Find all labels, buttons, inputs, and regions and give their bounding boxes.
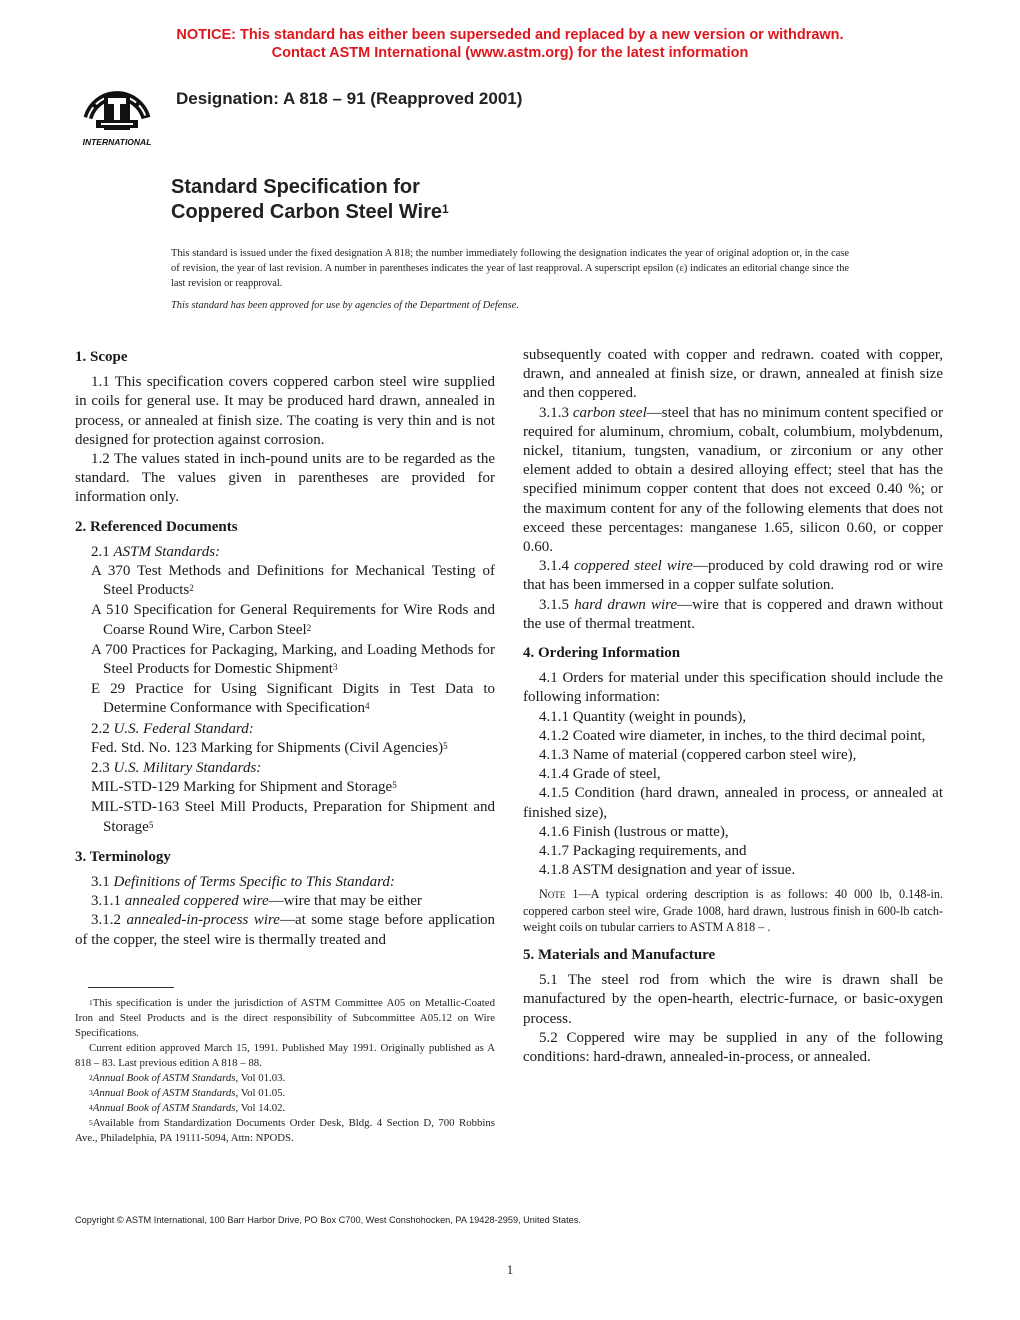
military-standards-label: [75, 759, 495, 778]
order-item-7: 4.1.7 Packaging requirements, and: [539, 843, 747, 860]
para-3-1-3-num: 3.1.3: [539, 404, 573, 421]
heading-scope: 1. Scope: [75, 349, 128, 365]
note-1-text: —A typical ordering description is as follows: 40 000 lb, 0.148-in. coppered carbon steel wire, Grade 1008, hard drawn, lustrous finish in 600-lb catch-weight coils on tubular carriers to ASTM A 818 – .: [523, 887, 944, 935]
ref-a370-text: A 370 Test Methods and Definitions for Mechanical Testing of Steel Products: [91, 563, 495, 599]
ref-e29: [75, 680, 495, 718]
military-standards-title: U.S. Military Standards:: [113, 760, 262, 777]
order-item-1: 4.1.1 Quantity (weight in pounds),: [539, 708, 747, 725]
note-1-label: Note 1: [539, 887, 579, 902]
footnote-3-book: Annual Book of ASTM Standards: [92, 1087, 236, 1099]
note-1: [523, 886, 943, 936]
ref-a510: [75, 601, 495, 639]
notice-line-1: NOTICE: This standard has either been superseded and replaced by a new version or withdrawn.: [176, 27, 844, 43]
ref-e29-fn: 4: [365, 701, 370, 712]
ref-fed-123: [75, 739, 495, 758]
ref-mil-163-fn: 5: [148, 819, 154, 830]
para-3-1-5: [523, 596, 943, 634]
federal-standard-label: [75, 720, 495, 739]
title-line-2-text: Coppered Carbon Steel Wire: [171, 201, 442, 223]
order-item-5: 4.1.5 Condition (hard drawn, annealed in process, or annealed at finished size),: [523, 785, 943, 821]
footnote-3-vol: , Vol 01.05.: [235, 1087, 286, 1099]
supersede-notice: [0, 26, 1020, 62]
preamble: This standard is issued under the fixed designation A 818; the number immediately following the designation indicates the year of original adoption or, in the case of revision, the year of last revision. A number in parentheses indicates the year of last reapproval. A superscript epsilon (ε) indicates an editorial change since the last revision or reapproval.: [171, 248, 849, 289]
astm-standards-title: ASTM Standards:: [113, 543, 221, 560]
ref-mil-129-fn: 5: [392, 780, 397, 791]
ref-a700: [75, 641, 495, 679]
federal-standard-title: U.S. Federal Standard:: [113, 720, 254, 737]
ref-a510-fn: 2: [306, 622, 312, 633]
footnote-3: [75, 1086, 495, 1101]
footnotes: [75, 996, 495, 1146]
para-3-1-4: [523, 557, 943, 595]
title-line-2: [171, 200, 449, 225]
footnote-5: [75, 1116, 495, 1146]
footnote-2-mark: 2: [89, 1073, 93, 1082]
logo-caption: INTERNATIONAL: [82, 137, 152, 147]
footnote-4-mark: 4: [89, 1103, 93, 1112]
ref-mil-129: [75, 778, 495, 797]
term-hard-drawn-wire: hard drawn wire: [574, 596, 678, 613]
astm-standards-label: [75, 543, 495, 562]
astm-logo: [74, 74, 160, 150]
astm-standards-num: 2.1: [91, 543, 114, 560]
ref-e29-text: E 29 Practice for Using Significant Digits in Test Data to Determine Conformance with Specification: [91, 681, 495, 717]
para-3-1-5-num: 3.1.5: [539, 596, 575, 613]
military-standards-num: 2.3: [91, 760, 114, 777]
heading-materials-and-manufacture: 5. Materials and Manufacture: [523, 946, 716, 963]
ref-a370-fn: 2: [189, 583, 194, 594]
heading-ordering-information: 4. Ordering Information: [523, 645, 681, 662]
para-3-1-2-num: 3.1.2: [91, 912, 127, 929]
footnote-2-book: Annual Book of ASTM Standards: [92, 1072, 236, 1084]
footnote-divider: [88, 987, 174, 988]
para-3-1-num: 3.1: [91, 874, 114, 891]
order-item-3: 4.1.3 Name of material (coppered carbon steel wire),: [539, 747, 857, 764]
dod-approval-note: This standard has been approved for use by agencies of the Department of Defense.: [171, 300, 519, 311]
heading-referenced-documents: 2. Referenced Documents: [75, 518, 238, 535]
term-coppered-steel-wire: coppered steel wire: [574, 558, 693, 575]
footnote-1-mark: 1: [89, 998, 93, 1007]
heading-terminology: 3. Terminology: [75, 848, 171, 865]
astm-logo-mark: [88, 94, 146, 130]
ref-mil-163-text: MIL-STD-163 Steel Mill Products, Preparation for Shipment and Storage: [91, 799, 495, 835]
page-number: 1: [506, 1262, 514, 1277]
federal-standard-num: 2.2: [91, 720, 114, 737]
footnote-4: [75, 1101, 495, 1116]
ref-a510-text: A 510 Specification for General Requirements for Wire Rods and Coarse Round Wire, Carbon Steel: [91, 602, 495, 638]
footnote-5-text: Available from Standardization Documents Order Desk, Bldg. 4 Section D, 700 Robbins Ave., Philadelphia, PA 19111-5094, Attn: NPODS.: [75, 1117, 495, 1144]
ref-fed-123-text: Fed. Std. No. 123 Marking for Shipments (Civil Agencies): [91, 739, 444, 756]
def-hard-drawn-wire: —wire that is coppered and drawn without the use of thermal treatment.: [523, 596, 943, 632]
term-annealed-coppered-wire: annealed coppered wire: [124, 893, 269, 910]
def-carbon-steel: —steel that has no minimum content specified or required for aluminum, chromium, cobalt, columbium, molybdenum, nickel, titanium, tungsten, vanadium, or zirconium or any other element added to obtain a desired alloying effect; steel that has the specified minimum copper content that does not exceed 0.40 %; or the maximum content for any of the following elements that does not exceed these percentages: manganese 1.65, silicon 0.60, or copper 0.60.: [523, 404, 944, 556]
ref-a700-fn: 3: [332, 662, 338, 673]
para-3-1-3: [523, 404, 943, 558]
left-column: [75, 346, 495, 950]
term-carbon-steel: carbon steel: [572, 404, 647, 421]
document-title: [171, 175, 449, 225]
para-1-2: 1.2 The values stated in inch-pound units are to be regarded as the standard. The values given in parentheses are provided for information only.: [75, 451, 495, 506]
ref-mil-129-text: MIL-STD-129 Marking for Shipment and Storage: [91, 779, 393, 796]
para-5-2: 5.2 Coppered wire may be supplied in any of the following conditions: hard-drawn, annealed-in-process, or annealed.: [523, 1029, 943, 1065]
footnote-1-edition: Current edition approved March 15, 1991. Published May 1991. Originally published as A 818 – 83. Last previous edition A 818 – 88.: [75, 1042, 495, 1069]
para-3-1: [75, 873, 495, 892]
para-3-1-2-continued: subsequently coated with copper and redrawn. coated with copper, drawn, and annealed at finish size, or drawn, annealed at finish size and then coppered.: [523, 347, 943, 402]
para-3-1-4-num: 3.1.4: [539, 558, 575, 575]
order-item-8: 4.1.8 ASTM designation and year of issue.: [539, 862, 796, 879]
footnote-1-text: This specification is under the jurisdiction of ASTM Committee A05 on Metallic-Coated Iron and Steel Products and is the direct responsibility of Subcommittee A05.12 on Wire Specifications.: [75, 997, 495, 1039]
footnote-3-mark: 3: [89, 1088, 93, 1097]
def-coppered-steel-wire: —produced by cold drawing rod or wire that has been immersed in a copper sulfate solution.: [523, 558, 944, 594]
designation: Designation: A 818 – 91 (Reapproved 2001): [176, 89, 523, 108]
order-item-4: 4.1.4 Grade of steel,: [539, 766, 661, 783]
right-column: [523, 346, 943, 1067]
footnote-4-vol: , Vol 14.02.: [235, 1102, 286, 1114]
para-3-1-title: Definitions of Terms Specific to This Standard:: [113, 874, 395, 891]
para-3-1-2: [75, 911, 495, 949]
def-annealed-in-process-wire: —at some stage before application of the copper, the steel wire is thermally treated and: [75, 912, 495, 948]
order-item-2: 4.1.2 Coated wire diameter, in inches, to the third decimal point,: [539, 727, 926, 744]
title-line-1: Standard Specification for: [171, 176, 420, 198]
para-1-1: 1.1 This specification covers coppered carbon steel wire supplied in coils for general use. It may be produced hard drawn, annealed in process, or annealed at finish size. The coating is very thin and is not designed for protection against corrosion.: [75, 374, 495, 448]
ref-a700-text: A 700 Practices for Packaging, Marking, and Loading Methods for Steel Products for Domestic Shipment: [91, 641, 495, 678]
footnote-2: [75, 1071, 495, 1086]
ref-mil-163: [75, 798, 495, 836]
def-annealed-coppered-wire: —wire that may be either: [268, 893, 422, 910]
para-5-1: 5.1 The steel rod from which the wire is drawn shall be manufactured by the open-hearth, electric-furnace, or basic-oxygen process.: [523, 972, 943, 1027]
title-footnote-mark: 1: [441, 202, 449, 216]
order-item-6: 4.1.6 Finish (lustrous or matte),: [539, 823, 729, 840]
footnote-2-vol: , Vol 01.03.: [235, 1072, 286, 1084]
para-3-1-1-num: 3.1.1: [91, 893, 125, 910]
ref-fed-123-fn: 5: [443, 740, 448, 751]
copyright-line: Copyright © ASTM International, 100 Barr Harbor Drive, PO Box C700, West Conshohocken, PA 19428-2959, United States.: [75, 1215, 581, 1225]
ref-a370: [75, 562, 495, 600]
notice-line-2: Contact ASTM International (www.astm.org) for the latest information: [271, 45, 749, 61]
para-3-1-1: [75, 892, 495, 911]
para-4-1: 4.1 Orders for material under this specification should include the following information:: [523, 670, 943, 706]
term-annealed-in-process-wire: annealed-in-process wire: [126, 912, 280, 929]
footnote-1: [75, 996, 495, 1041]
footnote-5-mark: 5: [89, 1118, 93, 1127]
footnote-4-book: Annual Book of ASTM Standards: [92, 1102, 236, 1114]
